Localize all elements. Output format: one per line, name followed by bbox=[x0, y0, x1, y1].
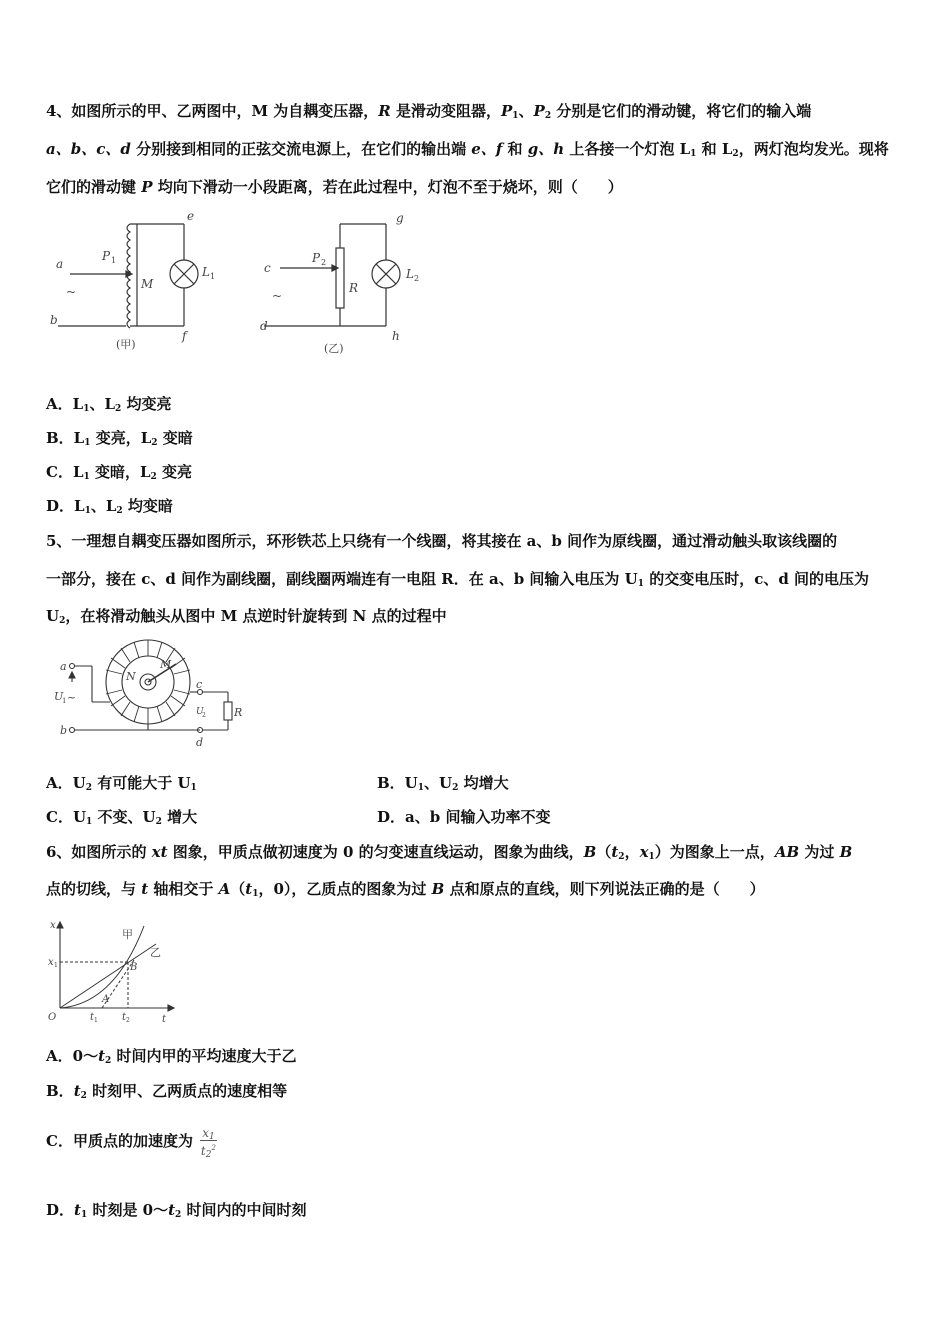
q6-line-1: 6、如图所示的 xt 图象，甲质点做初速度为 0 的匀变速直线运动，图象为曲线，$B(t_2$，$x_1$）为图象上一点，AB 为过 B bbox=[46, 843, 853, 862]
q5-line-1: 5、一理想自耦变压器如图所示，环形铁芯上只绕有一个线圈，将其接在 a、b 间作为原线圈，通过滑动触头取该线圈的 bbox=[46, 532, 838, 550]
q4-circuit-figure bbox=[44, 212, 434, 362]
q6-option-b[interactable]: B．$t_2$ 时刻甲、乙两质点的速度相等 bbox=[46, 1082, 288, 1101]
label-x1-sub: 1 bbox=[54, 962, 58, 969]
labels-toroid bbox=[54, 658, 242, 749]
label-U2-sub: 2 bbox=[202, 712, 206, 719]
caption-yi: (乙) bbox=[324, 342, 344, 355]
q6-option-d[interactable]: D．$t_1$ 时刻是 $0\sim t_2$ 时间内的中间时刻 bbox=[46, 1201, 307, 1220]
toroid-circuit bbox=[69, 640, 232, 733]
label-t: t bbox=[162, 1014, 167, 1025]
label-d: d bbox=[260, 319, 268, 333]
label-c: c bbox=[196, 678, 203, 691]
label-g: g bbox=[396, 212, 404, 225]
label-b: b bbox=[50, 313, 58, 327]
q5-option-c[interactable]: C．$U_1$ 不变、$U_2$ 增大 bbox=[46, 808, 198, 827]
label-t1: t bbox=[90, 1012, 95, 1023]
q5-option-a[interactable]: A．$U_2$ 有可能大于 $U_1$ bbox=[46, 774, 197, 793]
acceleration-fraction: $\frac{x_1}{t_2^2}$ bbox=[200, 1126, 216, 1160]
label-h: h bbox=[392, 329, 400, 343]
label-U2: U bbox=[196, 707, 204, 717]
label-P1: P bbox=[102, 249, 111, 263]
label-B: B bbox=[130, 962, 138, 973]
label-N: N bbox=[126, 670, 136, 683]
q5-option-b[interactable]: B．$U_1$、$U_2$ 均增大 bbox=[377, 774, 509, 793]
label-O: O bbox=[48, 1012, 57, 1023]
q4-option-a[interactable]: A．$L_1$、$L_2$ 均变亮 bbox=[46, 395, 172, 414]
caption-jia: (甲) bbox=[116, 338, 136, 351]
label-f: f bbox=[182, 329, 187, 343]
label-t1-sub: 1 bbox=[94, 1017, 98, 1024]
label-a: a bbox=[60, 660, 67, 673]
label-P2-sub: 2 bbox=[321, 258, 327, 267]
label-U1: U bbox=[54, 690, 64, 703]
label-L1-sub: 1 bbox=[210, 272, 216, 281]
label-M: M bbox=[141, 277, 154, 291]
label-R: R bbox=[234, 706, 243, 719]
q4-option-c[interactable]: C．$L_1$ 变暗，$L_2$ 变亮 bbox=[46, 463, 193, 482]
q4-line-3: 它们的滑动键 P 均向下滑动一小段距离，若在此过程中，灯泡不至于烧坏，则（ ） bbox=[46, 178, 623, 196]
label-d: d bbox=[196, 736, 204, 749]
label-R: R bbox=[349, 281, 359, 295]
label-U1-sub: 1 bbox=[62, 697, 67, 705]
label-jia: 甲 bbox=[122, 928, 133, 941]
label-b: b bbox=[60, 724, 68, 737]
label-M: M bbox=[160, 658, 172, 671]
label-L2: L bbox=[406, 267, 414, 281]
rheostat-circuit-yi bbox=[264, 224, 400, 326]
q4-option-d[interactable]: D．$L_1$、$L_2$ 均变暗 bbox=[46, 497, 173, 516]
label-e: e bbox=[187, 212, 195, 223]
label-t2: t bbox=[122, 1012, 127, 1023]
xt-labels bbox=[48, 920, 167, 1025]
label-L2-sub: 2 bbox=[414, 274, 420, 283]
labels-jia bbox=[50, 212, 215, 351]
label-t2-sub: 2 bbox=[126, 1017, 130, 1024]
q6-line-2: 点的切线，与 t 轴相交于 $A(t_1$，0），乙质点的图象为过 B 点和原点的直线，则下列说法正确的是（ ） bbox=[46, 880, 765, 899]
q5-toroid-figure bbox=[52, 636, 252, 752]
q4-line-1: 4、如图所示的甲、乙两图中，M 为自耦变压器，R 是滑动变阻器，$P_1$、$P_2$ 分别是它们的滑动键，将它们的输入端 bbox=[46, 102, 812, 121]
q4-option-b[interactable]: B．$L_1$ 变亮，$L_2$ 变暗 bbox=[46, 429, 193, 448]
q5-option-d[interactable]: D．a、b 间输入功率不变 bbox=[377, 808, 551, 826]
q6-xt-graph bbox=[44, 914, 184, 1026]
label-c: c bbox=[264, 261, 271, 275]
label-A: A bbox=[102, 994, 110, 1005]
label-P2: P bbox=[312, 251, 321, 265]
label-x: x bbox=[50, 920, 56, 931]
q6-option-c[interactable]: C．甲质点的加速度为 $\frac{x_1}{t_2^2}$ bbox=[46, 1126, 216, 1160]
label-a: a bbox=[56, 257, 64, 271]
label-tilde: ~ bbox=[67, 691, 77, 704]
xt-axes bbox=[57, 922, 174, 1011]
q6-option-a[interactable]: A．$0\sim t_2$ 时间内甲的平均速度大于乙 bbox=[46, 1047, 297, 1066]
transformer-circuit-jia bbox=[58, 224, 198, 328]
label-tilde-left: ~ bbox=[66, 285, 77, 299]
q4-line-2: a、b、c、d 分别接到相同的正弦交流电源上，在它们的输出端 e、f 和 g、h 上各接一个灯泡 $L_1$ 和 $L_2$，两灯泡均发光。现将 bbox=[46, 140, 889, 159]
label-yi: 乙 bbox=[150, 946, 161, 959]
label-x1: x bbox=[48, 957, 54, 968]
q5-line-3: $U_2$，在将滑动触头从图中 M 点逆时针旋转到 N 点的过程中 bbox=[46, 607, 447, 626]
q5-line-2: 一部分，接在 c、d 间作为副线圈，副线圈两端连有一电阻 R．在 a、b 间输入电压为 $U_1$ 的交变电压时，c、d 间的电压为 bbox=[46, 570, 870, 589]
label-tilde-right: ~ bbox=[272, 289, 283, 303]
label-L1: L bbox=[202, 265, 210, 279]
label-P1-sub: 1 bbox=[111, 256, 117, 265]
